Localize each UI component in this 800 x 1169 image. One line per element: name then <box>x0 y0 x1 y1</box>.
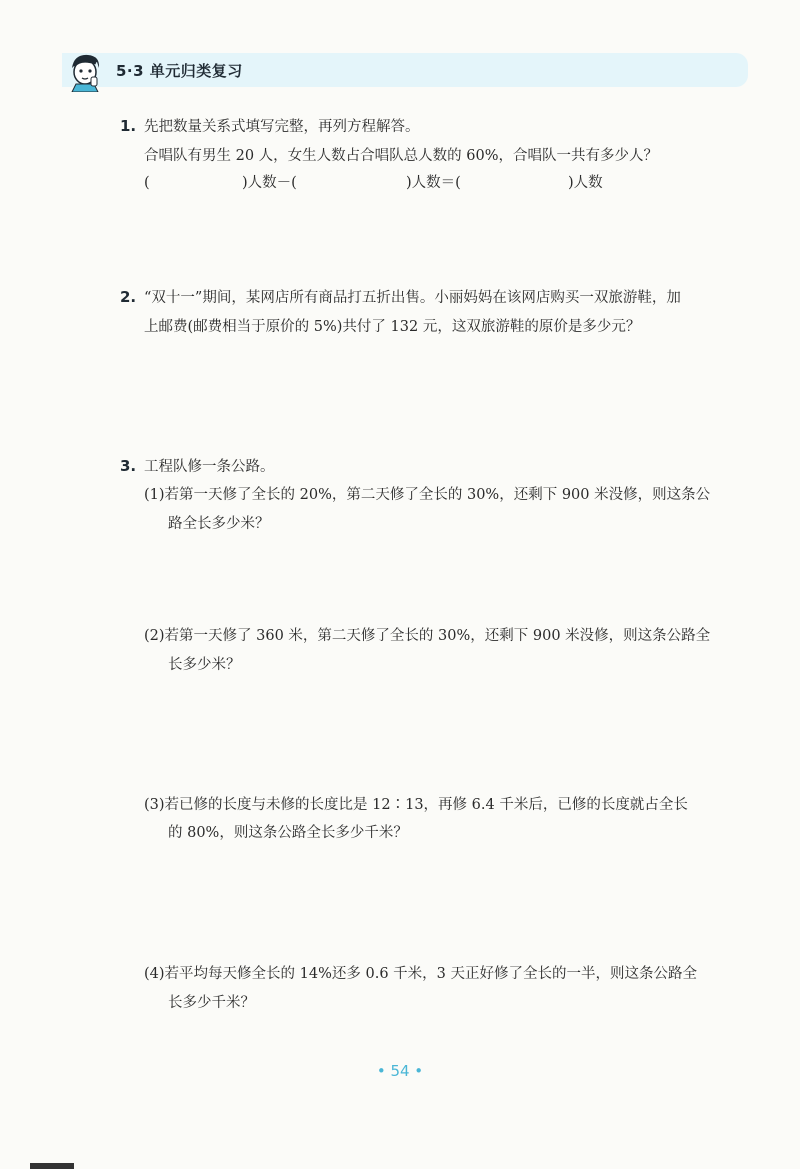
blank-1-close: )人数－( <box>242 175 297 191</box>
question-1-instruction: 先把数量关系式填写完整，再列方程解答。 <box>144 119 420 135</box>
question-1-relation-blanks <box>144 173 704 193</box>
question-2-line-1: “双十一”期间，某网店所有商品打五折出售。小丽妈妈在该网店购买一双旅游鞋，加 <box>144 290 681 306</box>
question-3-sub-4-line-1: (4)若平均每天修全长的 14%还多 0.6 千米，3 天正好修了全长的一半，则这条公路全 <box>144 966 697 982</box>
question-2-number: 2. <box>120 288 137 306</box>
blank-3-close: )人数 <box>568 175 603 191</box>
student-avatar-icon <box>64 50 106 92</box>
section-title: 5·3 单元归类复习 <box>116 62 243 80</box>
question-1-number: 1. <box>120 117 137 135</box>
question-3-sub-3-line-1: (3)若已修的长度与未修的长度比是 12∶13，再修 6.4 千米后，已修的长度就占全长 <box>144 797 688 813</box>
question-3-sub-3-line-2: 的 80%，则这条公路全长多少千米？ <box>168 825 408 841</box>
question-3-number: 3. <box>120 457 137 475</box>
blank-1-open: ( <box>144 175 150 191</box>
question-3-stem: 工程队修一条公路。 <box>144 459 275 475</box>
page-edge-mark <box>30 1163 74 1169</box>
blank-2-close: )人数＝( <box>406 175 461 191</box>
question-2-line-2: 上邮费(邮费相当于原价的 5%)共付了 132 元，这双旅游鞋的原价是多少元？ <box>144 319 641 335</box>
question-3-sub-2-line-2: 长多少米？ <box>168 657 241 673</box>
question-3-sub-1-line-2: 路全长多少米？ <box>168 516 270 532</box>
question-3-sub-1-line-1: (1)若第一天修了全长的 20%，第二天修了全长的 30%，还剩下 900 米没修，则这条公 <box>144 487 711 503</box>
question-1-problem: 合唱队有男生 20 人，女生人数占合唱队总人数的 60%，合唱队一共有多少人？ <box>144 148 659 164</box>
question-3-sub-4-line-2: 长多少千米？ <box>168 995 255 1011</box>
question-3-sub-2-line-1: (2)若第一天修了 360 米，第二天修了全长的 30%，还剩下 900 米没修，则这条公路全 <box>144 628 711 644</box>
page-number: • 54 • <box>376 1062 424 1080</box>
